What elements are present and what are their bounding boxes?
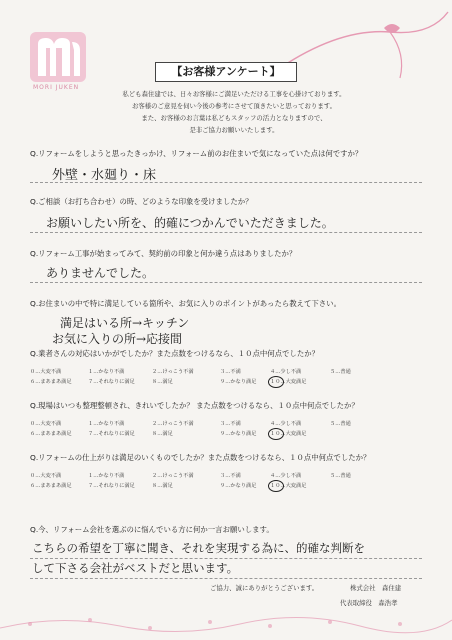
page-title: 【お客様アンケート】	[155, 62, 297, 82]
ribbon-decoration	[280, 8, 450, 88]
question-3: Q.リフォーム工事が始まってみて、契約前の印象と何か違う点はありましたか？	[30, 249, 297, 258]
answer-line	[30, 232, 422, 233]
answer-line	[30, 558, 422, 559]
rating-question-1: Q.業者さんの対応はいかがでしたか？また点数をつけるなら、１０点中何点でしたか？	[30, 349, 320, 358]
rating-scale-1: ０…大変不満 １…かなり不満 ２…けっこう不満 ３…不満 ４…少し不満 ５…普通 ６…まあまあ満足 ７…それなりに満足 ８…満足 ９…かなり満足 １０…大変満足	[30, 368, 400, 390]
floral-border-decoration	[0, 604, 452, 640]
intro-text: 私ども森住建では、日々お客様にご満足いただける工事を心掛けております。 お客様のご意見を伺い今後の参考にさせて頂きたいと思っております。 また、お客様のお言葉は私どもスタッフの活力となりますので、 是非ご協力お願いいたします。	[122, 90, 346, 134]
answer-2: お願いしたい所を、的確につかんでいただきました。	[46, 216, 334, 230]
answer-line	[30, 578, 422, 579]
selected-score-circle	[268, 428, 284, 440]
question-1: Q.リフォームをしようと思ったきっかけ、リフォーム前のお住まいで気になっていた点は何ですか？	[30, 149, 363, 158]
selected-score-circle	[268, 376, 284, 388]
footer-company: 株式会社 森住建	[350, 584, 402, 592]
answer-4-line-2: お気に入りの所→応接間	[52, 332, 183, 346]
answer-3: ありませんでした。	[46, 266, 155, 280]
selected-score-circle	[268, 480, 284, 492]
question-4: Q.お住まいの中で特に満足している箇所や、お気に入りのポイントがあったら教えて下さい。	[30, 299, 341, 308]
footer-thanks: ご協力、誠にありがとうございます。	[210, 584, 319, 592]
rating-question-2: Q.現場はいつも整理整頓され、きれいでしたか？ また点数をつけるなら、１０点中何点でしたか？	[30, 401, 359, 410]
answer-line	[30, 282, 422, 283]
footer-representative: 代表取締役 森浩孝	[340, 599, 398, 607]
rating-scale-3: ０…大変不満 １…かなり不満 ２…けっこう不満 ３…不満 ４…少し不満 ５…普通 ６…まあまあ満足 ７…それなりに満足 ８…満足 ９…かなり満足 １０…大変満足	[30, 472, 400, 494]
answer-line	[30, 182, 422, 183]
answer-4-line-1: 満足はいる所→キッチン	[60, 316, 190, 330]
rating-scale-2: ０…大変不満 １…かなり不満 ２…けっこう不満 ３…不満 ４…少し不満 ５…普通 ６…まあまあ満足 ７…それなりに満足 ８…満足 ９…かなり満足 １０…大変満足	[30, 420, 400, 442]
final-answer-line-1: こちらの希望を丁寧に聞き、それを実現する為に、的確な判断を	[32, 541, 366, 555]
logo-text: MORI JUKEN	[33, 84, 80, 91]
rating-question-3: Q.リフォームの仕上がりは満足のいくものでしたか？また点数をつけるなら、１０点中何点でしたか？	[30, 453, 371, 462]
final-question: Q.今、リフォーム会社を選ぶのに悩んでいる方に何か一言お願いします。	[30, 525, 274, 534]
question-2: Q.ご相談（お打ち合わせ）の時、どのような印象を受けましたか？	[30, 197, 253, 206]
final-answer-line-2: して下さる会社がベストだと思います。	[32, 561, 239, 575]
answer-1: 外壁・水廻り・床	[52, 168, 157, 183]
m-logo-icon	[28, 28, 88, 84]
